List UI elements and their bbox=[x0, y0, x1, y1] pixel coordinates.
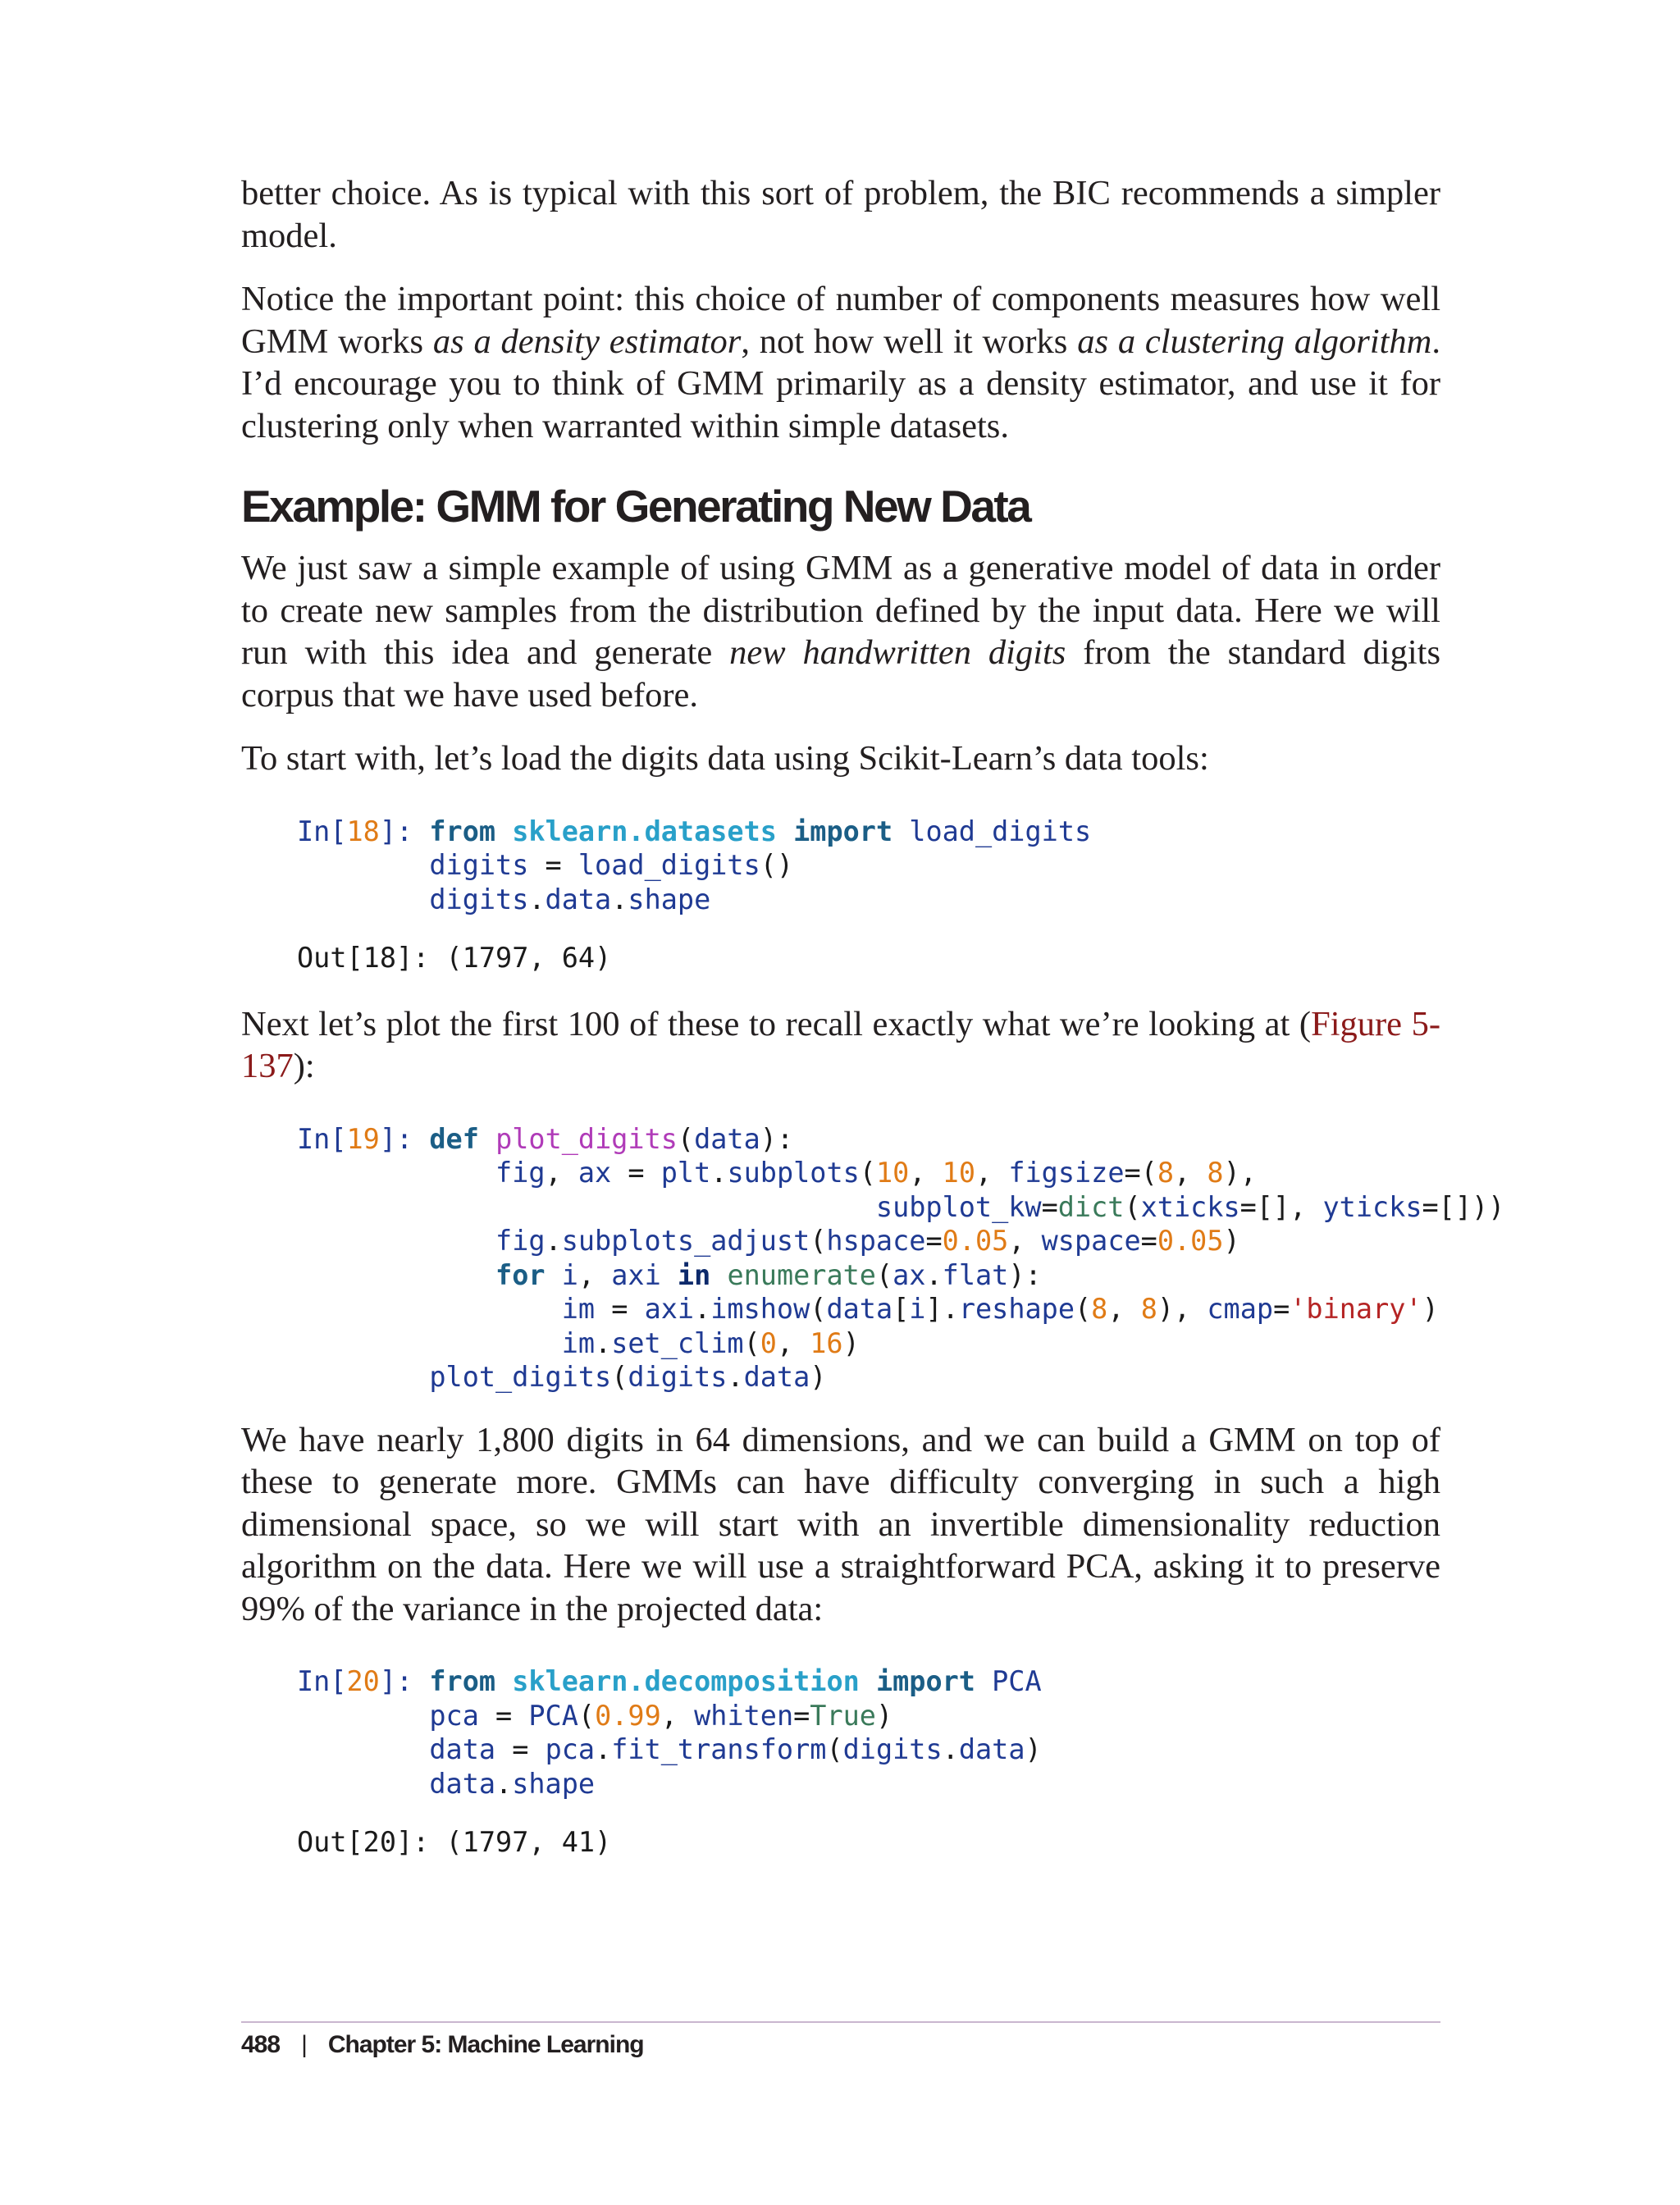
section-heading: Example: GMM for Generating New Data bbox=[241, 481, 1030, 532]
code-output-out20: Out[20]: (1797, 41) bbox=[297, 1826, 612, 1858]
chapter-title: Chapter 5: Machine Learning bbox=[327, 2031, 644, 2058]
paragraph bbox=[241, 172, 1440, 257]
page-body bbox=[241, 172, 1505, 1888]
code-block-in20: In[20]: from sklearn.decomposition import PCA pca = PCA(0.99, whiten=True) data = pca.fit_transform(digits.data) data.shape bbox=[297, 1665, 1042, 1800]
paragraph-text: ): bbox=[293, 1047, 315, 1085]
code-block-in18: In[18]: from sklearn.datasets import load_digits digits = load_digits() digits.data.shape bbox=[297, 815, 1092, 915]
figure-link[interactable]: Figure 5-137 bbox=[241, 1004, 1440, 1085]
paragraph-text: Notice the important point: this choice of number of components measures how well GMM works bbox=[241, 280, 1440, 361]
code-output-out18: Out[18]: (1797, 64) bbox=[297, 942, 612, 974]
paragraph bbox=[241, 1419, 1440, 1631]
paragraph bbox=[241, 547, 1440, 716]
footer-separator: | bbox=[301, 2031, 307, 2058]
paragraph-text: from the standard digits corpus that we have used before. bbox=[241, 633, 1440, 714]
paragraph bbox=[241, 278, 1440, 447]
page-number: 488 bbox=[241, 2031, 281, 2058]
paragraph-text: Next let’s plot the first 100 of these to recall exactly what we’re looking at ( bbox=[241, 1004, 1312, 1043]
footer-divider bbox=[241, 2021, 1440, 2023]
page-footer bbox=[241, 2031, 644, 2059]
paragraph-text: , not how well it works bbox=[741, 322, 1078, 361]
emphasis-text: new handwritten digits bbox=[729, 633, 1066, 672]
code-block-in19: In[19]: def plot_digits(data): fig, ax = plt.subplots(10, 10, figsize=(8, 8), subplot_kw=dict(xticks=[], yticks=[])) fig.subplots_adjust(hspace=0.05, wspace=0.05) for i, axi in enumerate(ax.flat): im = axi.imshow(data[i].reshape(8, 8), cmap='binary') im.set_clim(0, 16) plot_digits(digits.data) bbox=[297, 1122, 1505, 1393]
paragraph bbox=[241, 1003, 1440, 1088]
paragraph-text: . I’d encourage you to think of GMM primarily as a density estimator, and use it for clustering only when warranted within simple datasets. bbox=[241, 322, 1441, 445]
paragraph-text: We just saw a simple example of using GMM as a generative model of data in order to create new samples from the distribution defined by the input data. Here we will run with this idea and generate bbox=[241, 549, 1440, 672]
emphasis-text: as a density estimator bbox=[432, 322, 742, 361]
emphasis-text: as a clustering algorithm bbox=[1077, 322, 1432, 361]
paragraph bbox=[241, 737, 1440, 780]
paragraph-text: better choice. As is typical with this sort of problem, the BIC recommends a simpler model. bbox=[241, 174, 1440, 255]
paragraph-text: We have nearly 1,800 digits in 64 dimensions, and we can build a GMM on top of these to generate more. GMMs can have difficulty converging in such a high dimensional space, so we will start with an invertible dimensionality reduction algorithm on the data. Here we will use a straightforward PCA, asking it to preserve 99% of the variance in the projected data: bbox=[241, 1420, 1440, 1628]
paragraph-text: To start with, let’s load the digits data using Scikit-Learn’s data tools: bbox=[241, 739, 1209, 778]
